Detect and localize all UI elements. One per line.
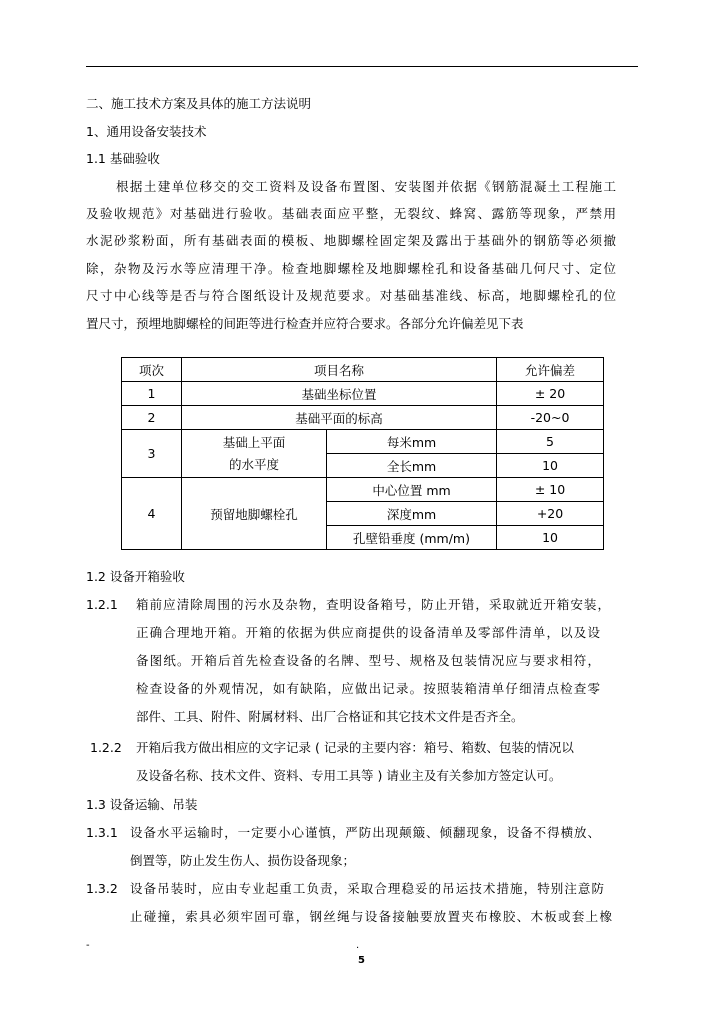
table-cell: 基础平面的标高: [182, 406, 497, 430]
table-cell: 4: [122, 478, 182, 550]
table-cell: 每米mm: [327, 430, 497, 454]
footer-left-mark: -: [86, 940, 90, 951]
table-cell: 全长mm: [327, 454, 497, 478]
table-row: [122, 478, 604, 502]
footer-center-mark: .: [356, 940, 360, 951]
section-1-3-title: 1.3 设备运输、吊装: [86, 797, 198, 812]
table-cell: 中心位置 mm: [327, 478, 497, 502]
table-cell: 基础坐标位置: [182, 382, 497, 406]
paragraph-line: 设备吊装时，应由专业起重工负责，采取合理稳妥的吊运技术措施，特别注意防: [130, 881, 604, 896]
paragraph-line: 尺寸中心线等是否与符合图纸设计及规范要求。对基础基准线、标高，地脚螺栓孔的位: [86, 288, 616, 303]
paragraph-line: 止碰撞，索具必须牢固可靠，钢丝绳与设备接触要放置夹布橡胶、木板或套上橡: [130, 909, 612, 924]
table-cell: -20~0: [497, 406, 604, 430]
paragraph-line: 箱前应清除周围的污水及杂物，查明设备箱号，防止开错，采取就近开箱安装，: [136, 597, 610, 612]
table-cell: ± 20: [497, 382, 604, 406]
table-row: [122, 430, 604, 454]
table-cell: 2: [122, 406, 182, 430]
table-cell: 5: [497, 430, 604, 454]
page-number: 5: [358, 955, 365, 966]
item-number: 1.3.1: [86, 825, 118, 840]
table-cell: 1: [122, 382, 182, 406]
table-cell: +20: [497, 502, 604, 526]
table-cell: 3: [122, 430, 182, 478]
table-cell: 10: [497, 454, 604, 478]
paragraph-line: 根据土建单位移交的交工资料及设备布置图、安装图并依据《钢筋混凝土工程施工: [116, 179, 616, 194]
paragraph-line: 置尺寸，预埋地脚螺栓的间距等进行检查并应符合要求。各部分允许偏差见下表: [86, 316, 524, 331]
header-rule: [86, 66, 638, 67]
section-heading: 二、施工技术方案及具体的施工方法说明: [86, 96, 312, 111]
tolerance-table: [121, 357, 604, 550]
paragraph-line: 及验收规范》对基础进行验收。基础表面应平整，无裂纹、蜂窝、露筋等现象，严禁用: [86, 206, 616, 221]
section-1-title: 1、通用设备安装技术: [86, 124, 207, 139]
section-1-1-title: 1.1 基础验收: [86, 151, 160, 166]
paragraph-line: 设备水平运输时，一定要小心谨慎，严防出现颠簸、倾翻现象，设备不得横放、: [130, 825, 600, 840]
table-row: [122, 406, 604, 430]
paragraph-line: 正确合理地开箱。开箱的依据为供应商提供的设备清单及零部件清单，以及设: [136, 625, 600, 640]
table-row: [122, 382, 604, 406]
table-cell: 10: [497, 526, 604, 550]
table-cell-line: 基础上平面: [222, 434, 286, 450]
table-cell: 深度mm: [327, 502, 497, 526]
header-cell: 项次: [122, 358, 182, 382]
table-cell: 孔壁铅垂度 (mm/m): [327, 526, 497, 550]
paragraph-line: 除，杂物及污水等应清理干净。检查地脚螺栓及地脚螺栓孔和设备基础几何尺寸、定位: [86, 261, 616, 276]
item-number: 1.3.2: [86, 881, 118, 896]
table-cell: [182, 430, 327, 478]
table-cell: ± 10: [497, 478, 604, 502]
item-number: 1.2.2: [90, 740, 122, 755]
header-cell: 允许偏差: [497, 358, 604, 382]
table-header-row: [122, 358, 604, 382]
header-cell: 项目名称: [182, 358, 497, 382]
table-cell: 预留地脚螺栓孔: [182, 478, 327, 550]
paragraph-line: 开箱后我方做出相应的文字记录 ( 记录的主要内容：箱号、箱数、包装的情况以: [136, 740, 574, 755]
paragraph-line: 备图纸。开箱后首先检查设备的名牌、型号、规格及包装情况应与要求相符，: [136, 653, 600, 668]
paragraph-line: 部件、工具、附件、附属材料、出厂合格证和其它技术文件是否齐全。: [136, 709, 524, 724]
paragraph-line: 检查设备的外观情况，如有缺陷，应做出记录。按照装箱清单仔细清点检查零: [136, 681, 600, 696]
table-cell-line: 的水平度: [228, 456, 279, 472]
paragraph-line: 倒置等，防止发生伤人、损伤设备现象；: [130, 853, 356, 868]
item-number: 1.2.1: [86, 597, 118, 612]
paragraph-line: 及设备名称、技术文件、资料、专用工具等 ) 请业主及有关参加方签定认可。: [136, 768, 562, 783]
paragraph-line: 水泥砂浆粉面，所有基础表面的模板、地脚螺栓固定架及露出于基础外的钢筋等必须撤: [86, 233, 616, 248]
section-1-2-title: 1.2 设备开箱验收: [86, 569, 185, 584]
